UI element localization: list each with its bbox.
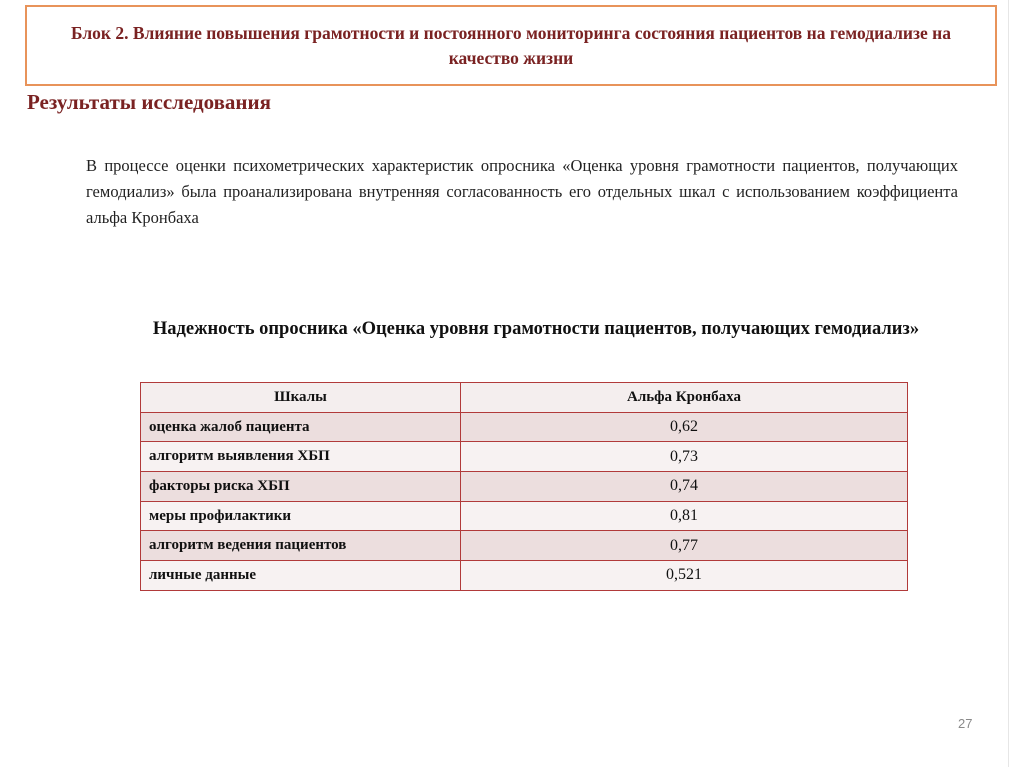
scale-name: факторы риска ХБП bbox=[141, 472, 461, 502]
scale-name: личные данные bbox=[141, 561, 461, 591]
section-subtitle: Результаты исследования bbox=[27, 90, 271, 114]
scale-name: алгоритм выявления ХБП bbox=[141, 442, 461, 472]
alpha-value: 0,62 bbox=[461, 412, 908, 442]
alpha-value: 0,77 bbox=[461, 531, 908, 561]
table-header-row bbox=[141, 383, 908, 413]
table-row bbox=[141, 412, 908, 442]
slide-title-text: Блок 2. Влияние повышения грамотности и постоянного мониторинга состояния пациентов на гемодиализе на качество жизни bbox=[71, 22, 951, 68]
table-row bbox=[141, 501, 908, 531]
table-row bbox=[141, 531, 908, 561]
header-cronbach-alpha: Альфа Кронбаха bbox=[461, 383, 908, 413]
table-row bbox=[141, 561, 908, 591]
table-row bbox=[141, 472, 908, 502]
table-row bbox=[141, 442, 908, 472]
alpha-value: 0,521 bbox=[461, 561, 908, 591]
alpha-value: 0,81 bbox=[461, 501, 908, 531]
slide-title bbox=[25, 5, 997, 86]
alpha-value: 0,74 bbox=[461, 472, 908, 502]
alpha-value: 0,73 bbox=[461, 442, 908, 472]
page-number: 27 bbox=[958, 716, 973, 731]
scale-name: алгоритм ведения пациентов bbox=[141, 531, 461, 561]
header-scales: Шкалы bbox=[141, 383, 461, 413]
intro-paragraph: В процессе оценки психометрических характеристик опросника «Оценка уровня грамотности пациентов, получающих гемодиализ» была проанализирована внутренняя согласованность его отдельных шкал с использованием коэффициента альфа Кронбаха bbox=[86, 156, 958, 227]
table-caption: Надежность опросника «Оценка уровня грамотности пациентов, получающих гемодиализ» bbox=[152, 319, 920, 339]
scale-name: меры профилактики bbox=[141, 501, 461, 531]
scale-name: оценка жалоб пациента bbox=[141, 412, 461, 442]
reliability-table bbox=[140, 382, 908, 591]
